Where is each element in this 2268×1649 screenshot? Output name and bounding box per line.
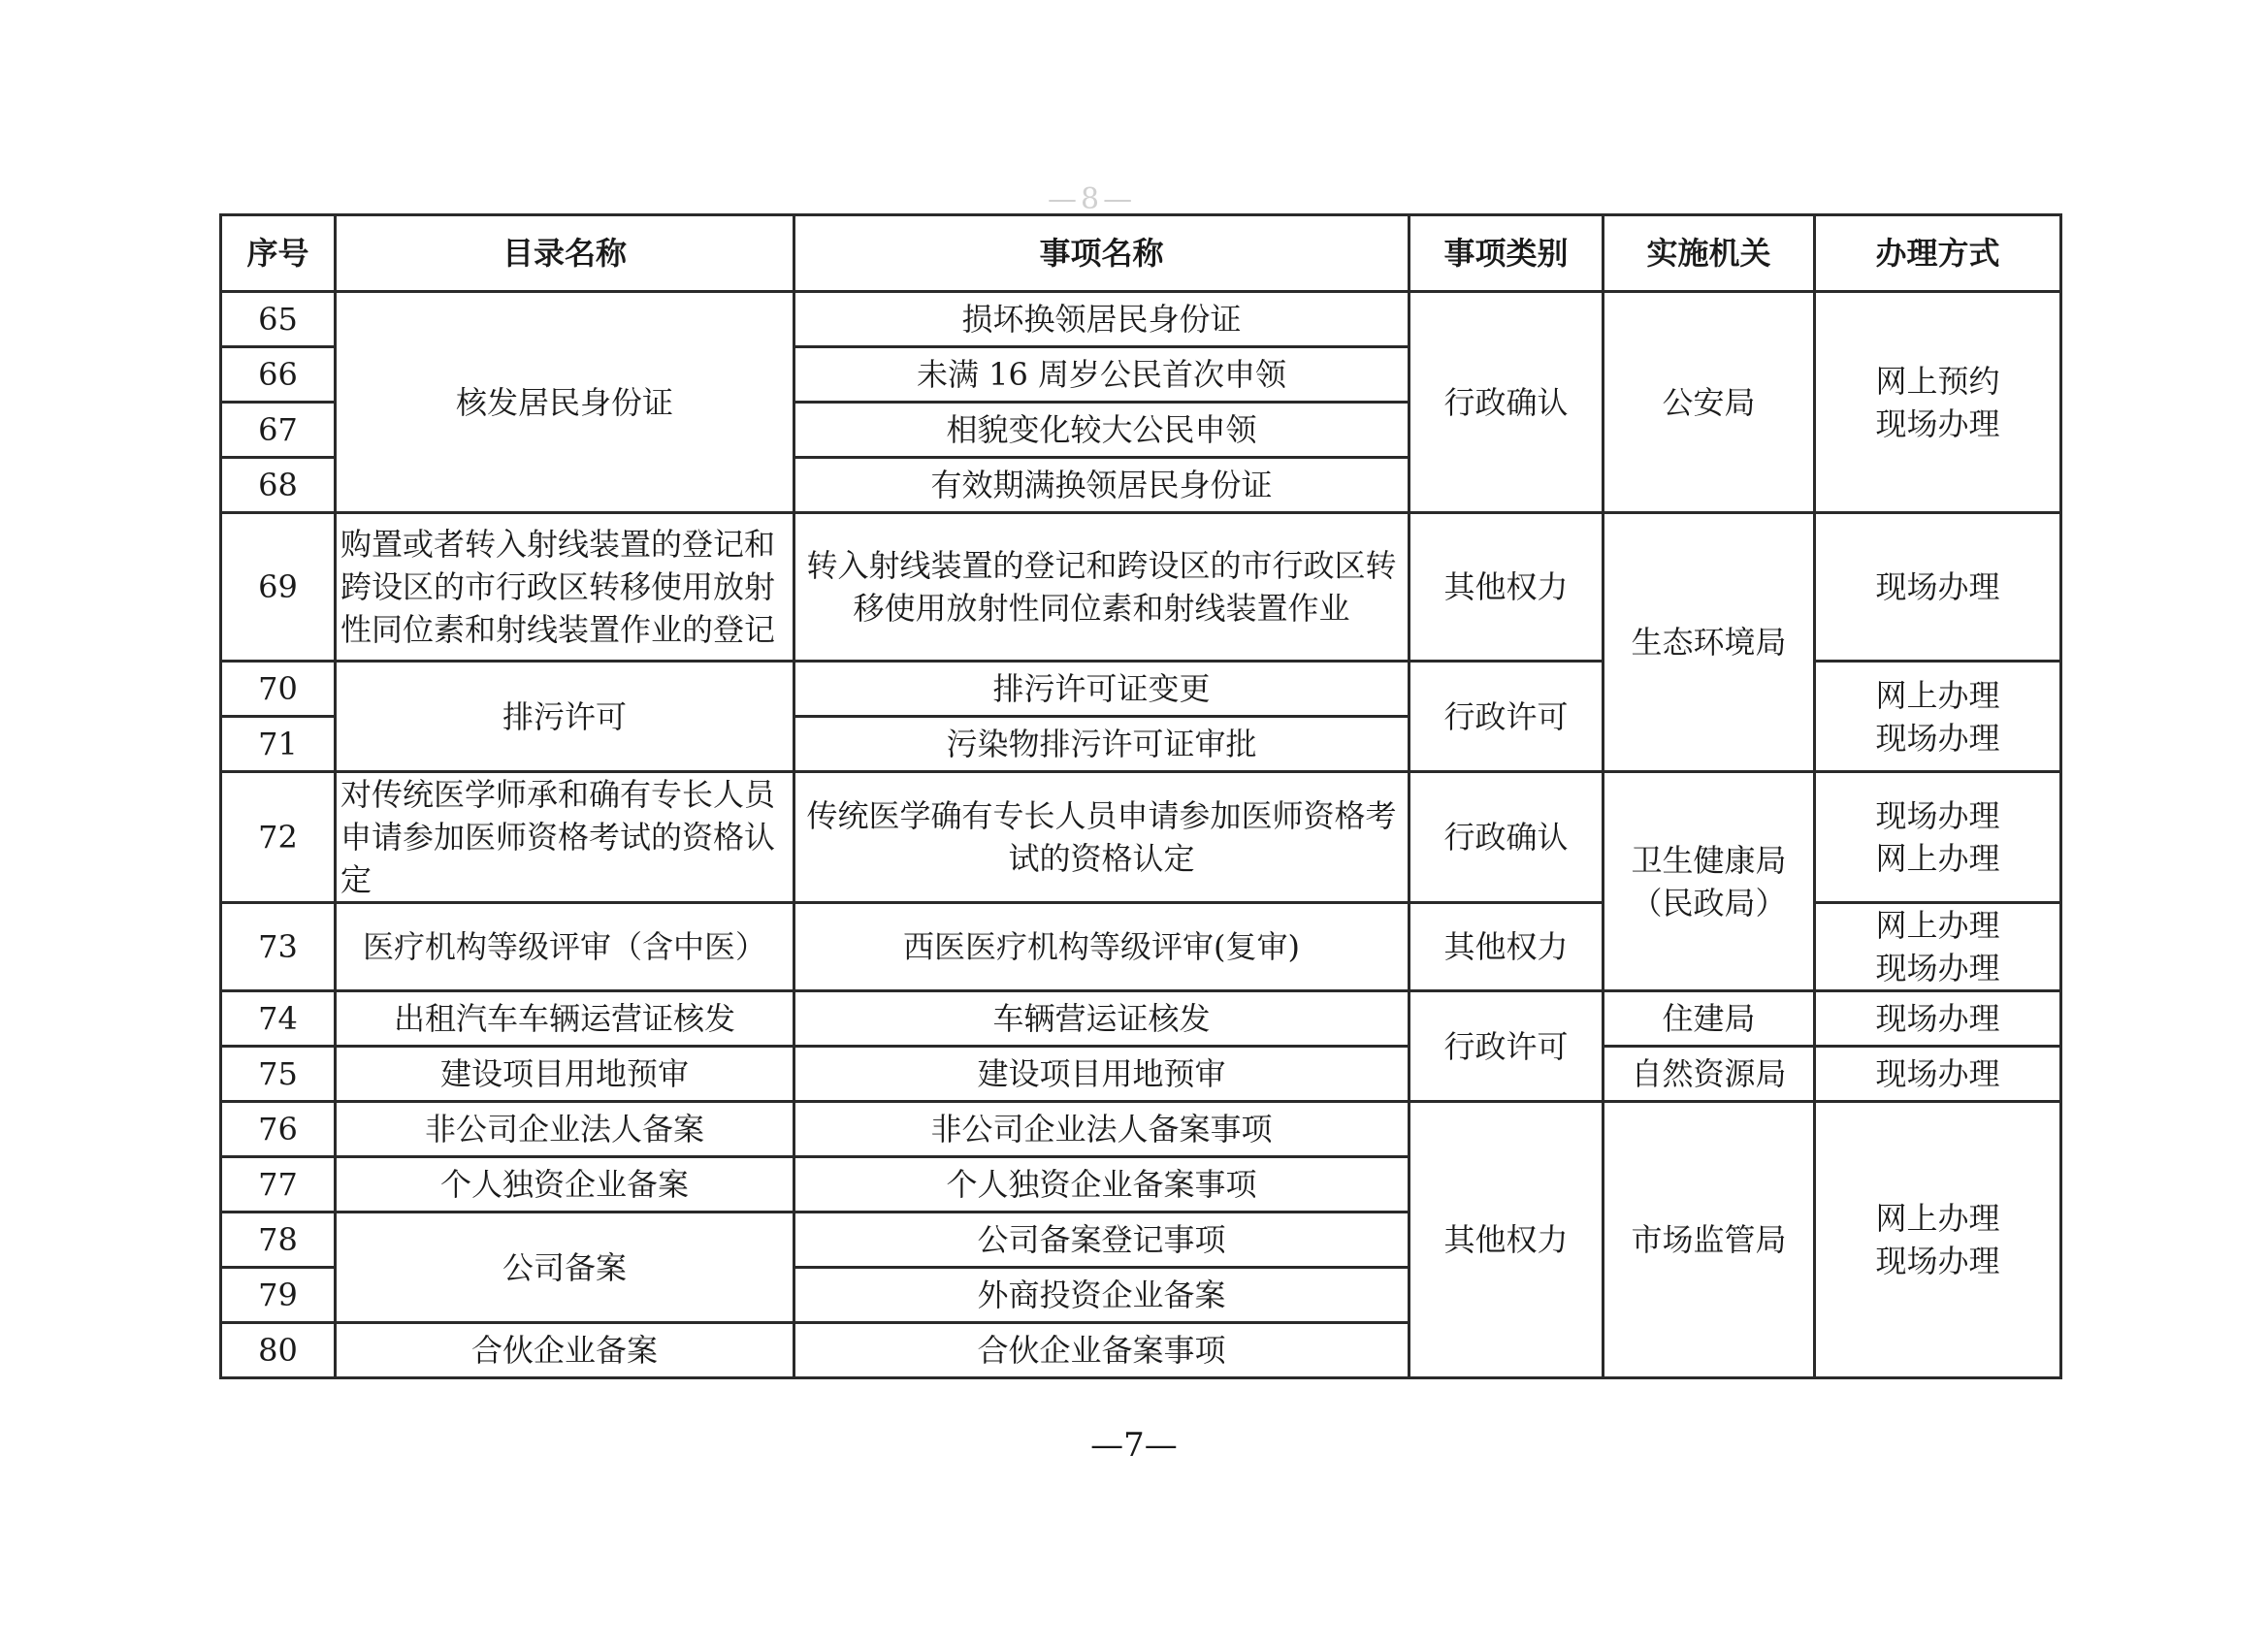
agency-cell: 公安局 — [1604, 292, 1815, 513]
method-cell — [1815, 1102, 2061, 1378]
item-cell: 建设项目用地预审 — [794, 1047, 1409, 1102]
item-cell: 相貌变化较大公民申领 — [794, 403, 1409, 458]
catalog-cell: 公司备案 — [336, 1212, 794, 1323]
agency-cell: 生态环境局 — [1604, 513, 1815, 772]
method-cell: 现场办理 — [1815, 1047, 2061, 1102]
item-cell: 车辆营运证核发 — [794, 991, 1409, 1047]
method-line: 网上办理 — [1875, 1200, 2000, 1237]
method-cell — [1815, 292, 2061, 513]
category-cell: 行政许可 — [1409, 991, 1604, 1102]
table-row — [221, 772, 2061, 903]
header-no: 序号 — [221, 215, 336, 292]
header-catalog: 目录名称 — [336, 215, 794, 292]
table-row — [221, 513, 2061, 662]
method-line: 网上办理 — [1875, 840, 2000, 877]
catalog-cell: 建设项目用地预审 — [336, 1047, 794, 1102]
item-cell: 西医医疗机构等级评审(复审) — [794, 903, 1409, 991]
header-item: 事项名称 — [794, 215, 1409, 292]
method-cell — [1815, 662, 2061, 772]
item-cell: 个人独资企业备案事项 — [794, 1157, 1409, 1212]
row-number: 67 — [221, 403, 336, 458]
agency-cell — [1604, 772, 1815, 991]
category-cell: 行政许可 — [1409, 662, 1604, 772]
agency-cell: 自然资源局 — [1604, 1047, 1815, 1102]
header-agency: 实施机关 — [1604, 215, 1815, 292]
method-line: 现场办理 — [1875, 404, 2000, 442]
category-cell: 其他权力 — [1409, 513, 1604, 662]
method-cell: 现场办理 — [1815, 991, 2061, 1047]
method-line: 现场办理 — [1875, 950, 2000, 986]
service-items-table — [219, 213, 2062, 1379]
item-cell: 公司备案登记事项 — [794, 1212, 1409, 1268]
table-row — [221, 991, 2061, 1047]
method-line: 网上办理 — [1875, 907, 2000, 944]
table-row — [221, 292, 2061, 347]
row-number: 71 — [221, 717, 336, 772]
row-number: 65 — [221, 292, 336, 347]
row-number: 76 — [221, 1102, 336, 1157]
catalog-cell: 对传统医学师承和确有专长人员申请参加医师资格考试的资格认定 — [336, 772, 794, 903]
category-cell: 其他权力 — [1409, 903, 1604, 991]
method-line: 现场办理 — [1875, 719, 2000, 757]
row-number: 78 — [221, 1212, 336, 1268]
category-cell: 其他权力 — [1409, 1102, 1604, 1378]
method-line: 网上预约 — [1875, 362, 2000, 400]
faint-page-marker: —8— — [1048, 182, 1137, 216]
row-number: 69 — [221, 513, 336, 662]
category-cell: 行政确认 — [1409, 292, 1604, 513]
table-row — [221, 1047, 2061, 1102]
catalog-cell: 医疗机构等级评审（含中医） — [336, 903, 794, 991]
row-number: 80 — [221, 1323, 336, 1378]
row-number: 79 — [221, 1268, 336, 1323]
agency-cell: 住建局 — [1604, 991, 1815, 1047]
item-cell: 合伙企业备案事项 — [794, 1323, 1409, 1378]
row-number: 73 — [221, 903, 336, 991]
category-cell: 行政确认 — [1409, 772, 1604, 903]
item-cell: 污染物排污许可证审批 — [794, 717, 1409, 772]
header-category: 事项类别 — [1409, 215, 1604, 292]
catalog-cell: 排污许可 — [336, 662, 794, 772]
item-cell: 未满 16 周岁公民首次申领 — [794, 347, 1409, 403]
agency-line: 卫生健康局 — [1631, 841, 1787, 879]
method-cell — [1815, 903, 2061, 991]
table-header-row — [221, 215, 2061, 292]
item-cell: 外商投资企业备案 — [794, 1268, 1409, 1323]
item-cell: 转入射线装置的登记和跨设区的市行政区转移使用放射性同位素和射线装置作业 — [794, 513, 1409, 662]
method-line: 网上办理 — [1875, 676, 2000, 714]
table-row — [221, 1102, 2061, 1157]
row-number: 75 — [221, 1047, 336, 1102]
agency-cell: 市场监管局 — [1604, 1102, 1815, 1378]
row-number: 68 — [221, 458, 336, 513]
method-cell: 现场办理 — [1815, 513, 2061, 662]
row-number: 72 — [221, 772, 336, 903]
item-cell: 有效期满换领居民身份证 — [794, 458, 1409, 513]
header-method: 办理方式 — [1815, 215, 2061, 292]
catalog-cell: 购置或者转入射线装置的登记和跨设区的市行政区转移使用放射性同位素和射线装置作业的登记 — [336, 513, 794, 662]
item-cell: 排污许可证变更 — [794, 662, 1409, 717]
catalog-cell: 出租汽车车辆运营证核发 — [336, 991, 794, 1047]
page-number: —7— — [1090, 1426, 1178, 1465]
method-cell — [1815, 772, 2061, 903]
catalog-cell: 非公司企业法人备案 — [336, 1102, 794, 1157]
catalog-cell: 核发居民身份证 — [336, 292, 794, 513]
item-cell: 传统医学确有专长人员申请参加医师资格考试的资格认定 — [794, 772, 1409, 903]
row-number: 74 — [221, 991, 336, 1047]
item-cell: 损坏换领居民身份证 — [794, 292, 1409, 347]
method-line: 现场办理 — [1875, 797, 2000, 834]
agency-line: （民政局） — [1631, 884, 1787, 922]
row-number: 66 — [221, 347, 336, 403]
method-line: 现场办理 — [1875, 1243, 2000, 1279]
row-number: 70 — [221, 662, 336, 717]
row-number: 77 — [221, 1157, 336, 1212]
catalog-cell: 合伙企业备案 — [336, 1323, 794, 1378]
catalog-cell: 个人独资企业备案 — [336, 1157, 794, 1212]
item-cell: 非公司企业法人备案事项 — [794, 1102, 1409, 1157]
